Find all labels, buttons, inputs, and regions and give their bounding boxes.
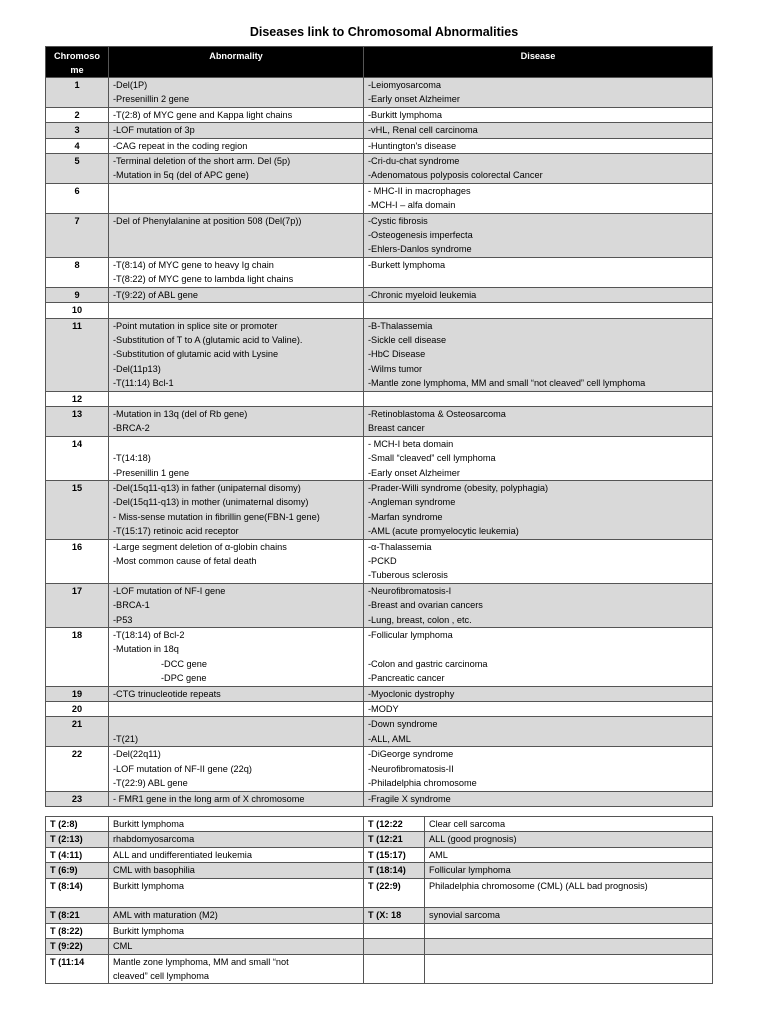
abnormality-line: -Presenillin 2 gene <box>113 94 190 105</box>
translocation-disease <box>425 908 713 923</box>
disease-line: -vHL, Renal cell carcinoma <box>368 125 478 136</box>
disease-line: -Adenomatous polyposis colorectal Cancer <box>368 170 543 181</box>
disease-line: -Neurofibromatosis-II <box>368 763 454 774</box>
table-row <box>46 138 713 153</box>
disease-cell <box>364 318 713 391</box>
document-title: Diseases link to Chromosomal Abnormalities <box>249 25 519 39</box>
abnormality-cell <box>109 539 364 583</box>
disease-line: -Marfan syndrome <box>368 511 443 522</box>
abnormality-line <box>113 228 359 242</box>
abnormality-cell <box>109 138 364 153</box>
table-header-row <box>46 47 713 78</box>
disease-cell <box>364 123 713 138</box>
header-abnormality: Abnormality <box>109 47 364 78</box>
disease-line: -MODY <box>368 704 399 715</box>
table-row <box>46 686 713 701</box>
table-row <box>46 702 713 717</box>
translocation-disease-line: AML <box>429 849 448 860</box>
chromosome-number: 7 <box>46 213 109 257</box>
abnormality-line <box>113 717 359 731</box>
translocation-code: T (4:11) <box>46 847 109 862</box>
chromosome-number: 17 <box>46 583 109 627</box>
translocation-code: T (11:14 <box>46 954 109 984</box>
abnormality-line: -CAG repeat in the coding region <box>113 140 248 151</box>
abnormality-cell <box>109 628 364 687</box>
abnormality-cell <box>109 391 364 406</box>
translocation-disease-line: cleaved” cell lymphoma <box>113 971 209 982</box>
abnormality-line: -Substitution of T to A (glutamic acid to Valine). <box>113 334 303 345</box>
abnormality-cell <box>109 123 364 138</box>
abnormality-line: -Del(1P) <box>113 80 148 90</box>
disease-line <box>368 642 708 656</box>
disease-line: -Cystic fibrosis <box>368 215 428 226</box>
abnormality-cell <box>109 747 364 791</box>
translocation-code: T (22:9) <box>364 878 425 908</box>
disease-line: -Philadelphia chromosome <box>368 778 477 789</box>
disease-line: -Fragile X syndrome <box>368 793 451 804</box>
chromosome-number: 8 <box>46 257 109 287</box>
translocation-code: T (8:22) <box>46 923 109 938</box>
translocation-code: T (2:8) <box>46 817 109 832</box>
table-body <box>46 78 713 807</box>
translocation-row <box>46 817 713 832</box>
abnormality-line: -T(8:22) of MYC gene to lambda light chains <box>113 274 294 285</box>
chromosome-number: 10 <box>46 303 109 318</box>
disease-line: -Tuberous sclerosis <box>368 570 448 581</box>
translocation-row <box>46 954 713 984</box>
translocation-row <box>46 847 713 862</box>
disease-cell <box>364 583 713 627</box>
disease-line: -Burkitt lymphoma <box>368 109 443 120</box>
chromosome-number: 9 <box>46 287 109 302</box>
translocation-row <box>46 878 713 908</box>
abnormality-cell <box>109 303 364 318</box>
translocation-code: T (18:14) <box>364 863 425 878</box>
table-row <box>46 791 713 806</box>
disease-line: -Sickle cell disease <box>368 334 447 345</box>
translocation-disease-line: synovial sarcoma <box>429 910 500 921</box>
translocation-code: T (8:14) <box>46 878 109 908</box>
table-row <box>46 717 713 747</box>
abnormality-line: -T(8:14) of MYC gene to heavy Ig chain <box>113 259 274 270</box>
translocation-disease-line <box>429 955 708 969</box>
chromosome-number: 13 <box>46 406 109 436</box>
translocation-code: T (9:22) <box>46 939 109 954</box>
disease-cell <box>364 791 713 806</box>
abnormality-line: -Del(11p13) <box>113 363 161 374</box>
translocation-row <box>46 908 713 923</box>
disease-cell <box>364 138 713 153</box>
disease-line: -Prader-Willi syndrome (obesity, polyphagia) <box>368 482 549 493</box>
disease-cell <box>364 78 713 108</box>
disease-line: -Down syndrome <box>368 719 438 730</box>
translocation-code: T (12:21 <box>364 832 425 847</box>
disease-line: -Breast and ovarian cancers <box>368 600 483 611</box>
abnormality-cell <box>109 107 364 122</box>
chromosome-number: 16 <box>46 539 109 583</box>
abnormality-cell <box>109 686 364 701</box>
chromosome-number: 19 <box>46 686 109 701</box>
abnormality-line: -Mutation in 5q (del of APC gene) <box>113 170 249 181</box>
disease-cell <box>364 257 713 287</box>
translocation-disease <box>109 847 364 862</box>
translocation-disease-line <box>429 924 708 938</box>
translocation-disease-line: rhabdomyosarcoma <box>113 834 195 845</box>
translocation-code: T (15:17) <box>364 847 425 862</box>
translocation-table <box>45 816 713 984</box>
disease-line: -Follicular lymphoma <box>368 630 453 641</box>
translocation-disease <box>425 954 713 984</box>
translocation-row <box>46 923 713 938</box>
chromosome-disease-table <box>45 46 713 807</box>
translocation-disease-line <box>429 969 708 983</box>
disease-line: -Osteogenesis imperfecta <box>368 230 473 241</box>
header-chromosome: Chromoso me <box>46 47 109 78</box>
disease-cell <box>364 154 713 184</box>
translocation-code <box>364 923 425 938</box>
abnormality-cell <box>109 257 364 287</box>
header-disease: Disease <box>364 47 713 78</box>
chromosome-number: 12 <box>46 391 109 406</box>
abnormality-cell <box>109 318 364 391</box>
abnormality-line: -Mutation in 13q (del of Rb gene) <box>113 408 248 419</box>
disease-line: -Huntington's disease <box>368 140 457 151</box>
translocation-disease-line <box>113 893 359 907</box>
disease-cell <box>364 287 713 302</box>
disease-line: -Ehlers-Danlos syndrome <box>368 244 472 255</box>
chromosome-number: 21 <box>46 717 109 747</box>
disease-line: -Colon and gastric carcinoma <box>368 658 488 669</box>
disease-line: -PCKD <box>368 556 397 566</box>
disease-line: -Myoclonic dystrophy <box>368 688 455 699</box>
table-row <box>46 213 713 257</box>
translocation-disease-line: ALL (good prognosis) <box>429 834 517 845</box>
disease-cell <box>364 391 713 406</box>
abnormality-line: - FMR1 gene in the long arm of X chromosome <box>113 793 305 804</box>
abnormality-line: -CTG trinucleotide repeats <box>113 688 221 699</box>
table-row <box>46 287 713 302</box>
abnormality-cell <box>109 406 364 436</box>
chromosome-number: 3 <box>46 123 109 138</box>
disease-line: - MCH-I beta domain <box>368 438 454 449</box>
abnormality-line: -BRCA-2 <box>113 423 150 434</box>
abnormality-line: -Del(22q11) <box>113 749 161 760</box>
translocation-table-body <box>46 817 713 984</box>
disease-line: -Early onset Alzheimer <box>368 94 460 105</box>
translocation-disease-line <box>429 939 708 953</box>
translocation-disease <box>425 923 713 938</box>
translocation-disease <box>109 878 364 908</box>
abnormality-cell <box>109 183 364 213</box>
abnormality-line: -LOF mutation of NF-II gene (22q) <box>113 763 252 774</box>
disease-line: - MHC-II in macrophages <box>368 185 471 196</box>
translocation-disease-line: Follicular lymphoma <box>429 865 511 876</box>
translocation-disease-line: Philadelphia chromosome (CML) (ALL bad prognosis) <box>429 880 648 891</box>
translocation-disease <box>109 908 364 923</box>
abnormality-line <box>113 392 359 406</box>
translocation-disease <box>109 939 364 954</box>
abnormality-line: -T(22:9) ABL gene <box>113 778 188 789</box>
abnormality-line: -LOF mutation of NF-I gene <box>113 585 226 596</box>
disease-line: -Wilms tumor <box>368 363 423 374</box>
disease-line: -MCH-I – alfa domain <box>368 200 456 211</box>
disease-line: -DiGeorge syndrome <box>368 749 454 760</box>
abnormality-cell <box>109 791 364 806</box>
translocation-disease-line: Burkitt lymphoma <box>113 880 184 891</box>
abnormality-line: -T(2:8) of MYC gene and Kappa light chains <box>113 109 293 120</box>
table-row <box>46 318 713 391</box>
table-row <box>46 107 713 122</box>
table-row <box>46 628 713 687</box>
abnormality-cell <box>109 702 364 717</box>
translocation-disease-line: Mantle zone lymphoma, MM and small “not <box>113 956 289 967</box>
abnormality-cell <box>109 78 364 108</box>
translocation-code: T (6:9) <box>46 863 109 878</box>
translocation-row <box>46 832 713 847</box>
abnormality-line: -T(11:14) Bcl-1 <box>113 378 174 389</box>
disease-line <box>368 272 708 286</box>
disease-line <box>368 303 708 317</box>
abnormality-cell <box>109 583 364 627</box>
abnormality-line: -Mutation in 18q <box>113 644 179 655</box>
translocation-code <box>364 939 425 954</box>
disease-line: -Mantle zone lymphoma, MM and small “not cleaved” cell lymphoma <box>368 378 646 389</box>
table-row <box>46 303 713 318</box>
chromosome-number: 22 <box>46 747 109 791</box>
abnormality-line: -P53 <box>113 614 133 625</box>
translocation-row <box>46 863 713 878</box>
translocation-disease-line: AML with maturation (M2) <box>113 910 218 921</box>
disease-line: -Chronic myeloid leukemia <box>368 289 477 300</box>
translocation-disease <box>425 878 713 908</box>
abnormality-line: -Del(15q11-q13) in father (unipaternal disomy) <box>113 482 301 493</box>
disease-line: -B-Thalassemia <box>368 320 433 331</box>
disease-cell <box>364 747 713 791</box>
abnormality-cell <box>109 154 364 184</box>
table-row <box>46 539 713 583</box>
abnormality-cell <box>109 436 364 480</box>
translocation-disease <box>425 939 713 954</box>
table-row <box>46 123 713 138</box>
disease-cell <box>364 717 713 747</box>
table-row <box>46 78 713 108</box>
abnormality-line: -T(15:17) retinoic acid receptor <box>113 526 239 537</box>
table-row <box>46 391 713 406</box>
disease-line: -Lung, breast, colon , etc. <box>368 614 472 625</box>
disease-cell <box>364 406 713 436</box>
disease-line: -Neurofibromatosis-I <box>368 585 452 596</box>
abnormality-line <box>113 303 359 317</box>
chromosome-number: 23 <box>46 791 109 806</box>
abnormality-line: -Del of Phenylalanine at position 508 (Del(7p)) <box>113 215 302 226</box>
translocation-disease <box>425 832 713 847</box>
chromosome-number: 11 <box>46 318 109 391</box>
disease-line: -ALL, AML <box>368 733 411 744</box>
table-row <box>46 406 713 436</box>
table-row <box>46 583 713 627</box>
abnormality-line <box>113 568 359 582</box>
translocation-disease <box>109 923 364 938</box>
chromosome-number: 14 <box>46 436 109 480</box>
disease-line <box>368 392 708 406</box>
disease-line: -Small “cleaved” cell lymphoma <box>368 453 496 464</box>
abnormality-line: -DPC gene <box>161 673 207 684</box>
abnormality-line: -T(21) <box>113 733 139 744</box>
translocation-disease-line: Burkitt lymphoma <box>113 819 184 829</box>
abnormality-line: -T(18:14) of Bcl-2 <box>113 630 185 641</box>
abnormality-line <box>113 702 359 716</box>
disease-cell <box>364 539 713 583</box>
translocation-disease-line <box>429 893 708 907</box>
translocation-disease-line: Clear cell sarcoma <box>429 819 506 829</box>
translocation-disease-line: Burkitt lymphoma <box>113 925 184 936</box>
abnormality-line <box>113 437 359 451</box>
disease-cell <box>364 686 713 701</box>
chromosome-number: 2 <box>46 107 109 122</box>
abnormality-line: -DCC gene <box>161 658 207 669</box>
translocation-disease-line: ALL and undifferentiated leukemia <box>113 849 252 860</box>
chromosome-number: 5 <box>46 154 109 184</box>
abnormality-line <box>113 242 359 256</box>
translocation-disease <box>425 847 713 862</box>
abnormality-cell <box>109 717 364 747</box>
chromosome-number: 18 <box>46 628 109 687</box>
abnormality-line: -Large segment deletion of α-globin chains <box>113 541 287 552</box>
table-row <box>46 747 713 791</box>
translocation-disease-line: CML <box>113 941 133 952</box>
disease-line: -Retinoblastoma & Osteosarcoma <box>368 408 506 419</box>
disease-cell <box>364 628 713 687</box>
abnormality-line: -LOF mutation of 3p <box>113 125 195 136</box>
translocation-code: T (8:21 <box>46 908 109 923</box>
disease-line: -HbC Disease <box>368 349 426 360</box>
disease-cell <box>364 702 713 717</box>
table-row <box>46 154 713 184</box>
translocation-code: T (X: 18 <box>364 908 425 923</box>
table-row <box>46 257 713 287</box>
abnormality-cell <box>109 480 364 539</box>
table-row <box>46 436 713 480</box>
abnormality-line <box>113 184 359 198</box>
disease-line: -AML (acute promyelocytic leukemia) <box>368 526 519 537</box>
disease-cell <box>364 107 713 122</box>
chromosome-number: 6 <box>46 183 109 213</box>
disease-line: -Early onset Alzheimer <box>368 467 460 478</box>
disease-line: -α-Thalassemia <box>368 541 432 552</box>
translocation-disease <box>109 954 364 984</box>
disease-line: Breast cancer <box>368 423 425 434</box>
translocation-disease <box>425 817 713 832</box>
translocation-code <box>364 954 425 984</box>
abnormality-line: - Miss-sense mutation in fibrillin gene(FBN-1 gene) <box>113 511 320 522</box>
chromosome-number: 15 <box>46 480 109 539</box>
chromosome-number: 4 <box>46 138 109 153</box>
translocation-row <box>46 939 713 954</box>
disease-line: -Pancreatic cancer <box>368 673 445 684</box>
abnormality-line: -Terminal deletion of the short arm. Del (5p) <box>113 156 291 167</box>
abnormality-line: -Presenillin 1 gene <box>113 467 190 478</box>
disease-line: -Angleman syndrome <box>368 497 456 508</box>
translocation-disease <box>109 863 364 878</box>
abnormality-line: -Point mutation in splice site or promoter <box>113 320 278 331</box>
abnormality-cell <box>109 287 364 302</box>
disease-line: -Leiomyosarcoma <box>368 80 442 90</box>
disease-cell <box>364 213 713 257</box>
translocation-disease <box>109 817 364 832</box>
abnormality-line: -Del(15q11-q13) in mother (unimaternal disomy) <box>113 497 309 508</box>
translocation-code: T (12:22 <box>364 817 425 832</box>
abnormality-line: -T(14:18) <box>113 453 151 464</box>
translocation-code: T (2:13) <box>46 832 109 847</box>
abnormality-line: -T(9:22) of ABL gene <box>113 289 198 300</box>
disease-cell <box>364 303 713 318</box>
translocation-disease-line: CML with basophilia <box>113 865 195 876</box>
translocation-disease <box>109 832 364 847</box>
table-row <box>46 183 713 213</box>
disease-cell <box>364 436 713 480</box>
chromosome-number: 20 <box>46 702 109 717</box>
disease-line: -Burkett lymphoma <box>368 259 446 270</box>
table-row <box>46 480 713 539</box>
abnormality-line <box>113 198 359 212</box>
disease-line: -Cri-du-chat syndrome <box>368 156 460 167</box>
disease-cell <box>364 183 713 213</box>
abnormality-line: -BRCA-1 <box>113 600 150 611</box>
disease-cell <box>364 480 713 539</box>
abnormality-cell <box>109 213 364 257</box>
abnormality-line: -Substitution of glutamic acid with Lysine <box>113 349 279 360</box>
abnormality-line: -Most common cause of fetal death <box>113 556 257 566</box>
chromosome-number: 1 <box>46 78 109 108</box>
translocation-disease <box>425 863 713 878</box>
